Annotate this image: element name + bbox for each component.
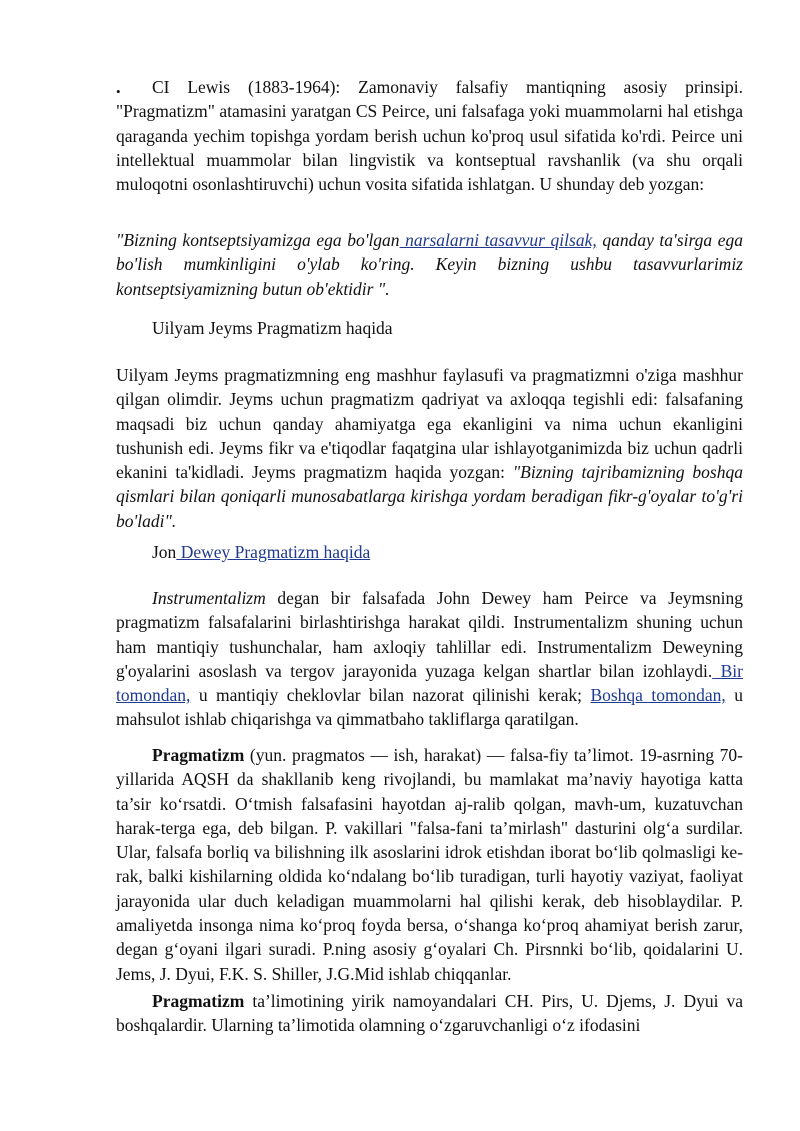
pragmatism-term-2: Pragmatizm (152, 991, 245, 1011)
dewey-heading-link[interactable]: Dewey Pragmatizm haqida (176, 542, 371, 562)
bullet-mark: • (116, 84, 121, 99)
paragraph-pragmatism-definition (116, 743, 743, 986)
bir-tomondan-link[interactable]: Bir tomondan, (116, 660, 743, 706)
pragmatism-term-1: Pragmatizm (152, 745, 245, 765)
paragraph-pragmatism-representatives (116, 989, 743, 1038)
boshqa-tomondan-link[interactable]: Boshqa tomondan, (590, 685, 726, 706)
instrumentalism-term: Instrumentalizm (152, 588, 266, 608)
paragraph-james-text: Uilyam Jeyms pragmatizmning eng mashhur faylasufi va pragmatizmni o'ziga mashhur qilgan olimdir. Jeyms uchun pragmatizm qadriyat va axloqqa tegishli edi: falsafaning maqsadi biz uchun qanday ahamiyatga ega ekanligini va nima uchun ekanligini tushunish edi. Jeyms fikr va e'tiqodlar faqatgina ular ishlayotganimizda biz uchun qadrli ekanini ta'kidladi. Jeyms pragmatizm haqida yozgan: (116, 365, 743, 483)
paragraph-lewis (116, 75, 743, 196)
paragraph-dewey-text-3: u mahsulot ishlab chiqarishga va qimmatbaho takliflarga qaratilgan. (116, 685, 743, 730)
heading-william-james: Uilyam Jeyms Pragmatizm haqida (152, 318, 393, 338)
peirce-quote (116, 228, 743, 301)
paragraph-representatives-text: ta’limotining yirik namoyandalari CH. Pirs, U. Djems, J. Dyui va boshqalardir. Ularning ta’limotida olamning o‘zgaruvchanligi o‘z ifodasini (116, 991, 743, 1036)
heading-dewey-plain: Jon (152, 542, 177, 562)
quote-link[interactable]: narsalarni tasavvur qilsak, (399, 230, 597, 250)
peirce-quote-end: qanday ta'sirga ega bo'lish mumkinligini o'ylab ko'ring. Keyin bizning ushbu tasavvurlarimiz kontseptsiyamizning butun ob'ektidir ". (116, 230, 743, 299)
paragraph-dewey (116, 586, 743, 732)
paragraph-james (116, 363, 743, 533)
james-quote: "Bizning tajribamizning boshqa qismlari bilan qoniqarli munosabatlarga kirishga yordam beradigan fikr-g'oyalar to'g'ri bo'ladi". (116, 462, 743, 531)
paragraph-dewey-text-2: u mantiqiy cheklovlar bilan nazorat qilinishi kerak; (190, 685, 591, 706)
paragraph-dewey-text-1: degan bir falsafada John Dewey ham Peirce va Jeymsning pragmatizm falsafalarini birlashtirishga harakat qildi. Instrumentalizm shuning uchun ham mantiqiy tushunchalar, ham axloqiy tahlillar edi. Instrumentalizm Deweyning g'oyalarini asoslash va tergov jarayonida yuzaga kelgan shartlar bilan izohlaydi. (116, 588, 743, 681)
peirce-quote-start: "Bizning kontseptsiyamizga ega bo'lgan (116, 230, 400, 250)
heading-john-dewey (152, 540, 370, 564)
paragraph-pragmatism-text: (yun. pragmatos — ish, harakat) — falsa-fiy ta’limot. 19-asrning 70-yillarida AQSH da shakllanib keng rivojlandi, bu mamlakat ma’naviy hayotiga katta ta’sir ko‘rsatdi. O‘tmish falsafasini hayotdan aj-ralib qolgan, mavh-um, kuzatuvchan harak-terga ega, deb bilgan. P. vakillari "falsa-fani ta’mirlash" dasturini olg‘a surdilar. Ular, falsafa borliq va bilishning ilk asoslarini idrok etishdan iborat bo‘lib qolmasligi ke-rak, balki kishilarning oldida ko‘ndalang bo‘lib turadigan, turli hayotiy vaziyat, faoliyat jarayonida ular duch keladigan muammolarni hal qilishi kerak, deb hisoblaydilar. P. amaliyetda insonga nima ko‘proq foyda bersa, o‘shanga ko‘proq ahamiyat berish zarur, degan g‘oyani ilgari suradi. P.ning asosiy g‘oyalari Ch. Pirsnnki bo‘lib, qoidalarini U. Jems, J. Dyui, F.K. S. Shiller, J.G.Mid ishlab chiqqanlar. (116, 745, 743, 984)
paragraph-lewis-text: CI Lewis (1883-1964): Zamonaviy falsafiy mantiqning asosiy prinsipi. "Pragmatizm" atamasini yaratgan CS Peirce, uni falsafaga yoki muammolarni hal etishga qaraganda yechim topishga yordam berish uchun ko'proq usul sifatida ko'rdi. Peirce uni intellektual muammolar bilan lingvistik va kontseptual ravshanlik (va shu orqali muloqotni osonlashtiruvchi) uchun vosita sifatida ishlatgan. U shunday deb yozgan: (116, 77, 743, 195)
